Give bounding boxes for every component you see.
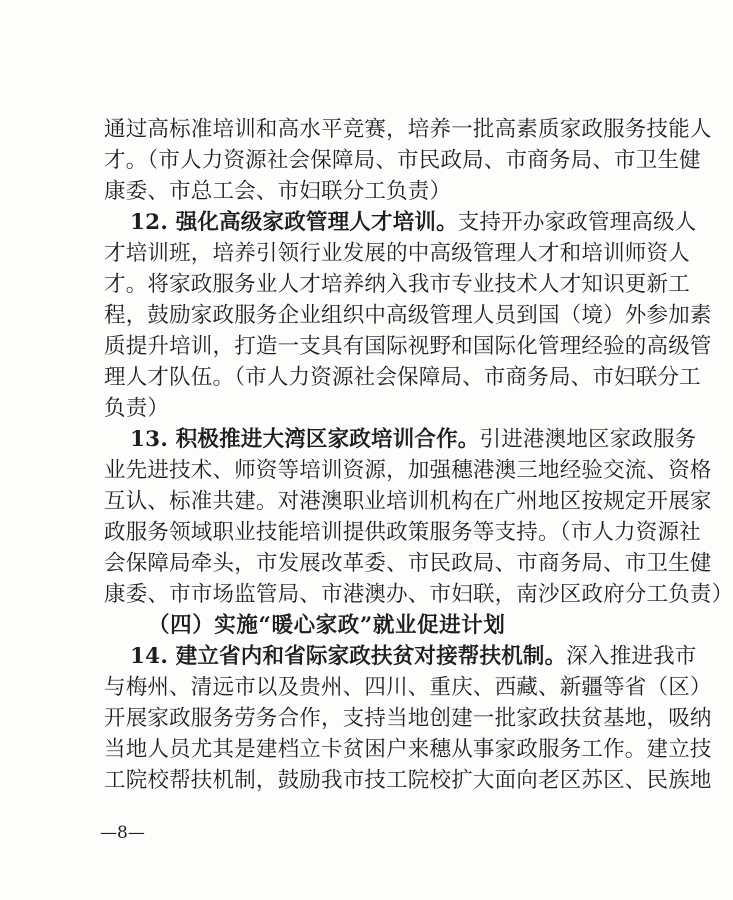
body-line: 才。将家政服务业人才培养纳入我市专业技术人才知识更新工 <box>104 272 690 297</box>
body-line: 通过高标准培训和高水平竞赛，培养一批高素质家政服务技能人 <box>104 117 712 142</box>
body-line: 才培训班，培养引领行业发展的中高级管理人才和培训师资人 <box>104 241 690 266</box>
body-line: 负责） <box>104 396 170 421</box>
body-line: 康委、市市场监管局、市港澳办、市妇联，南沙区政府分工负责） <box>104 582 733 607</box>
body-line: 理人才队伍。（市人力资源社会保障局、市商务局、市妇联分工 <box>104 365 701 390</box>
item-14-heading-line <box>130 642 697 672</box>
body-line: 政服务领域职业技能培训提供政策服务等支持。（市人力资源社 <box>104 520 701 545</box>
item-12-text: 支持开办家政管理高级人 <box>457 210 697 235</box>
body-line: 会保障局牵头，市发展改革委、市民政局、市商务局、市卫生健 <box>104 551 712 576</box>
body-line: 开展家政服务劳务合作，支持当地创建一批家政扶贫基地，吸纳 <box>104 706 712 731</box>
page-number: —8— <box>100 823 145 843</box>
body-line: 才。（市人力资源社会保障局、市民政局、市商务局、市卫生健 <box>104 148 701 173</box>
item-13-text: 引进港澳地区家政服务 <box>479 427 697 452</box>
item-13-title: 13. 积极推进大湾区家政培训合作。 <box>130 427 480 452</box>
body-line: 当地人员尤其是建档立卡贫困户来穗从事家政服务工作。建立技 <box>104 737 712 762</box>
body-line: 康委、市总工会、市妇联分工负责） <box>104 179 452 204</box>
item-13-heading-line <box>130 425 697 455</box>
body-line: 与梅州、清远市以及贵州、四川、重庆、西藏、新疆等省（区） <box>104 675 712 700</box>
section-4-heading: （四）实施“暖心家政”就业促进计划 <box>148 613 506 638</box>
body-line: 质提升培训，打造一支具有国际视野和国际化管理经验的高级管 <box>104 334 712 359</box>
body-line: 程，鼓励家政服务企业组织中高级管理人员到国（境）外参加素 <box>104 303 712 328</box>
body-line: 工院校帮扶机制，鼓励我市技工院校扩大面向老区苏区、民族地 <box>104 768 712 793</box>
body-line: 互认、标准共建。对港澳职业培训机构在广州地区按规定开展家 <box>104 489 712 514</box>
item-14-text: 深入推进我市 <box>566 644 697 669</box>
item-12-heading-line <box>130 208 697 238</box>
item-12-title: 12. 强化高级家政管理人才培训。 <box>130 210 458 235</box>
body-line: 业先进技术、师资等培训资源，加强穗港澳三地经验交流、资格 <box>104 458 712 483</box>
item-14-title: 14. 建立省内和省际家政扶贫对接帮扶机制。 <box>130 644 567 669</box>
